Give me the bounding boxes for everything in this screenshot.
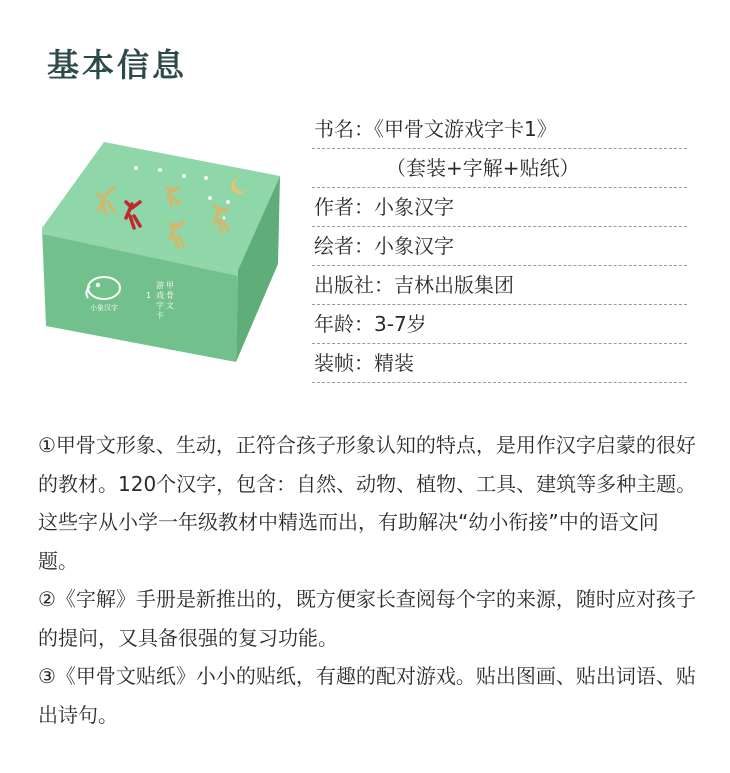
description-paragraph-3: ③《甲骨文贴纸》小小的贴纸，有趣的配对游戏。贴出图画、贴出词语、贴出诗句。 [38, 664, 696, 727]
book-info-list [312, 110, 687, 383]
title-label: 书名： [314, 117, 374, 141]
binding-value: 精装 [374, 351, 414, 375]
svg-text:游: 游 [156, 281, 164, 290]
svg-text:1: 1 [146, 291, 152, 300]
age-label: 年龄： [314, 312, 374, 336]
illustrator-value: 小象汉字 [374, 234, 454, 258]
title-cont-value: （套装+字解+贴纸） [386, 156, 580, 180]
illustrator-label: 绘者： [314, 234, 374, 258]
binding-label: 装帧： [314, 351, 374, 375]
description-paragraph-2: ②《字解》手册是新推出的，既方便家长查阅每个字的来源，随时应对孩子的提问，又具备很强的复习功能。 [38, 587, 696, 650]
author-label: 作者： [314, 195, 374, 219]
info-row-publisher [312, 266, 687, 305]
info-row-author [312, 188, 687, 227]
description-paragraph-1: ①甲骨文形象、生动，正符合孩子形象认知的特点，是用作汉字启蒙的很好的教材。120个汉字，包含：自然、动物、植物、工具、建筑等多种主题。这些字从小学一年级教材中精选而出，有助解决“幼小衔接”中的语文问题。 [38, 433, 697, 573]
info-row-age [312, 305, 687, 344]
svg-text:骨: 骨 [166, 291, 174, 300]
description [38, 426, 698, 734]
svg-text:甲: 甲 [166, 281, 174, 290]
publisher-label: 出版社： [314, 273, 394, 297]
svg-text:字: 字 [156, 301, 164, 310]
svg-text:卡: 卡 [156, 311, 164, 320]
publisher-value: 吉林出版集团 [394, 273, 514, 297]
info-row-title-cont [312, 149, 687, 188]
info-row-illustrator [312, 227, 687, 266]
author-value: 小象汉字 [374, 195, 454, 219]
section-title: 基本信息 [47, 46, 188, 84]
product-box-image [38, 140, 283, 365]
age-value: 3-7岁 [374, 312, 427, 336]
title-value: 《甲骨文游戏字卡1》 [374, 117, 557, 141]
svg-text:戏: 戏 [156, 291, 164, 300]
info-row-binding [312, 344, 687, 383]
box-brand-text: 小象汉字 [90, 304, 118, 312]
svg-text:文: 文 [166, 301, 174, 310]
info-row-title [312, 110, 687, 149]
